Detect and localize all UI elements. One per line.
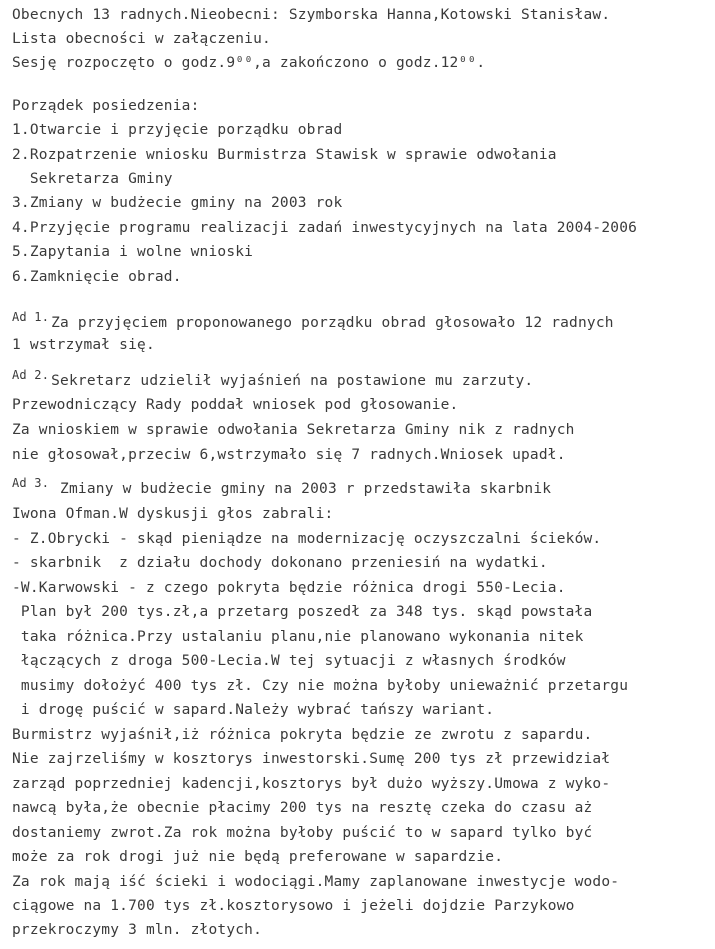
text-line: może za rok drogi już nie będą preferowane w sapardzie. bbox=[12, 849, 504, 865]
text-line: przekroczymy 3 mln. złotych. bbox=[12, 922, 263, 938]
text-line: nawcą była,że obecnie płacimy 200 tys na resztę czeka do czasu aż bbox=[12, 800, 593, 816]
text-line: - Z.Obrycki - skąd pieniądze na modernizację oczyszczalni ścieków. bbox=[12, 531, 602, 547]
text-line: Przewodniczący Rady poddał wniosek pod głosowanie. bbox=[12, 397, 459, 413]
text-line: taka różnica.Przy ustalaniu planu,nie planowano wykonania nitek bbox=[12, 629, 584, 645]
agenda-item: 1.Otwarcie i przyjęcie porządku obrad bbox=[12, 122, 343, 138]
agenda-item: 2.Rozpatrzenie wniosku Burmistrza Stawisk w sprawie odwołania bbox=[12, 147, 557, 163]
ad-3-line bbox=[12, 474, 551, 498]
text-line: Nie zajrzeliśmy w kosztorys inwestorski.Sumę 200 tys zł przewidział bbox=[12, 751, 611, 767]
agenda-item: Sekretarza Gminy bbox=[12, 171, 173, 187]
text-line: łączących z droga 500-Lecia.W tej sytuacji z własnych środków bbox=[12, 653, 566, 669]
ad-3-text: Zmiany w budżecie gminy na 2003 r przedstawiła skarbnik bbox=[51, 481, 552, 497]
text-line: 1 wstrzymał się. bbox=[12, 337, 155, 353]
text-line: Za rok mają iść ścieki i wodociągi.Mamy zaplanowane inwestycje wodo- bbox=[12, 874, 620, 890]
ad-2-line bbox=[12, 366, 533, 390]
ad-1-marker: Ad 1. bbox=[12, 310, 50, 324]
text-line: zarząd poprzedniej kadencji,kosztorys był dużo wyższy.Umowa z wyko- bbox=[12, 776, 611, 792]
text-line: -W.Karwowski - z czego pokryta będzie różnica drogi 550-Lecia. bbox=[12, 580, 566, 596]
text-line: musimy dołożyć 400 tys zł. Czy nie można byłoby unieważnić przetargu bbox=[12, 678, 629, 694]
text-line: Plan był 200 tys.zł,a przetarg poszedł za 348 tys. skąd powstała bbox=[12, 604, 593, 620]
ad-2-marker: Ad 2. bbox=[12, 368, 50, 382]
text-line: Sesję rozpoczęto o godz.9⁰⁰,a zakończono o godz.12⁰⁰. bbox=[12, 55, 486, 71]
text-line: Lista obecności w załączeniu. bbox=[12, 31, 271, 47]
ad-1-text: Za przyjęciem proponowanego porządku obrad głosowało 12 radnych bbox=[51, 315, 614, 331]
ad-3-marker: Ad 3. bbox=[12, 476, 50, 490]
text-line: - skarbnik z działu dochody dokonano przeniesiń na wydatki. bbox=[12, 555, 548, 571]
text-line: ciągowe na 1.700 tys zł.kosztorysowo i jeżeli dojdzie Parzykowo bbox=[12, 898, 575, 914]
text-line: Burmistrz wyjaśnił,iż różnica pokryta będzie ze zwrotu z sapardu. bbox=[12, 727, 593, 743]
text-line: Za wnioskiem w sprawie odwołania Sekretarza Gminy nik z radnych bbox=[12, 422, 575, 438]
agenda-item: 4.Przyjęcie programu realizacji zadań inwestycyjnych na lata 2004-2006 bbox=[12, 220, 638, 236]
text-line: nie głosował,przeciw 6,wstrzymało się 7 radnych.Wniosek upadł. bbox=[12, 447, 566, 463]
agenda-item: 5.Zapytania i wolne wnioski bbox=[12, 244, 254, 260]
agenda-item: 3.Zmiany w budżecie gminy na 2003 rok bbox=[12, 195, 343, 211]
text-line: i drogę puścić w sapard.Należy wybrać tańszy wariant. bbox=[12, 702, 495, 718]
text-line: Iwona Ofman.W dyskusji głos zabrali: bbox=[12, 506, 334, 522]
agenda-item: 6.Zamknięcie obrad. bbox=[12, 269, 182, 285]
agenda-heading: Porządek posiedzenia: bbox=[12, 98, 200, 114]
text-line: dostaniemy zwrot.Za rok można byłoby puścić to w sapard tylko być bbox=[12, 825, 593, 841]
ad-2-text: Sekretarz udzielił wyjaśnień na postawione mu zarzuty. bbox=[51, 373, 534, 389]
ad-1-line bbox=[12, 308, 614, 332]
text-line: Obecnych 13 radnych.Nieobecni: Szymborska Hanna,Kotowski Stanisław. bbox=[12, 7, 611, 23]
